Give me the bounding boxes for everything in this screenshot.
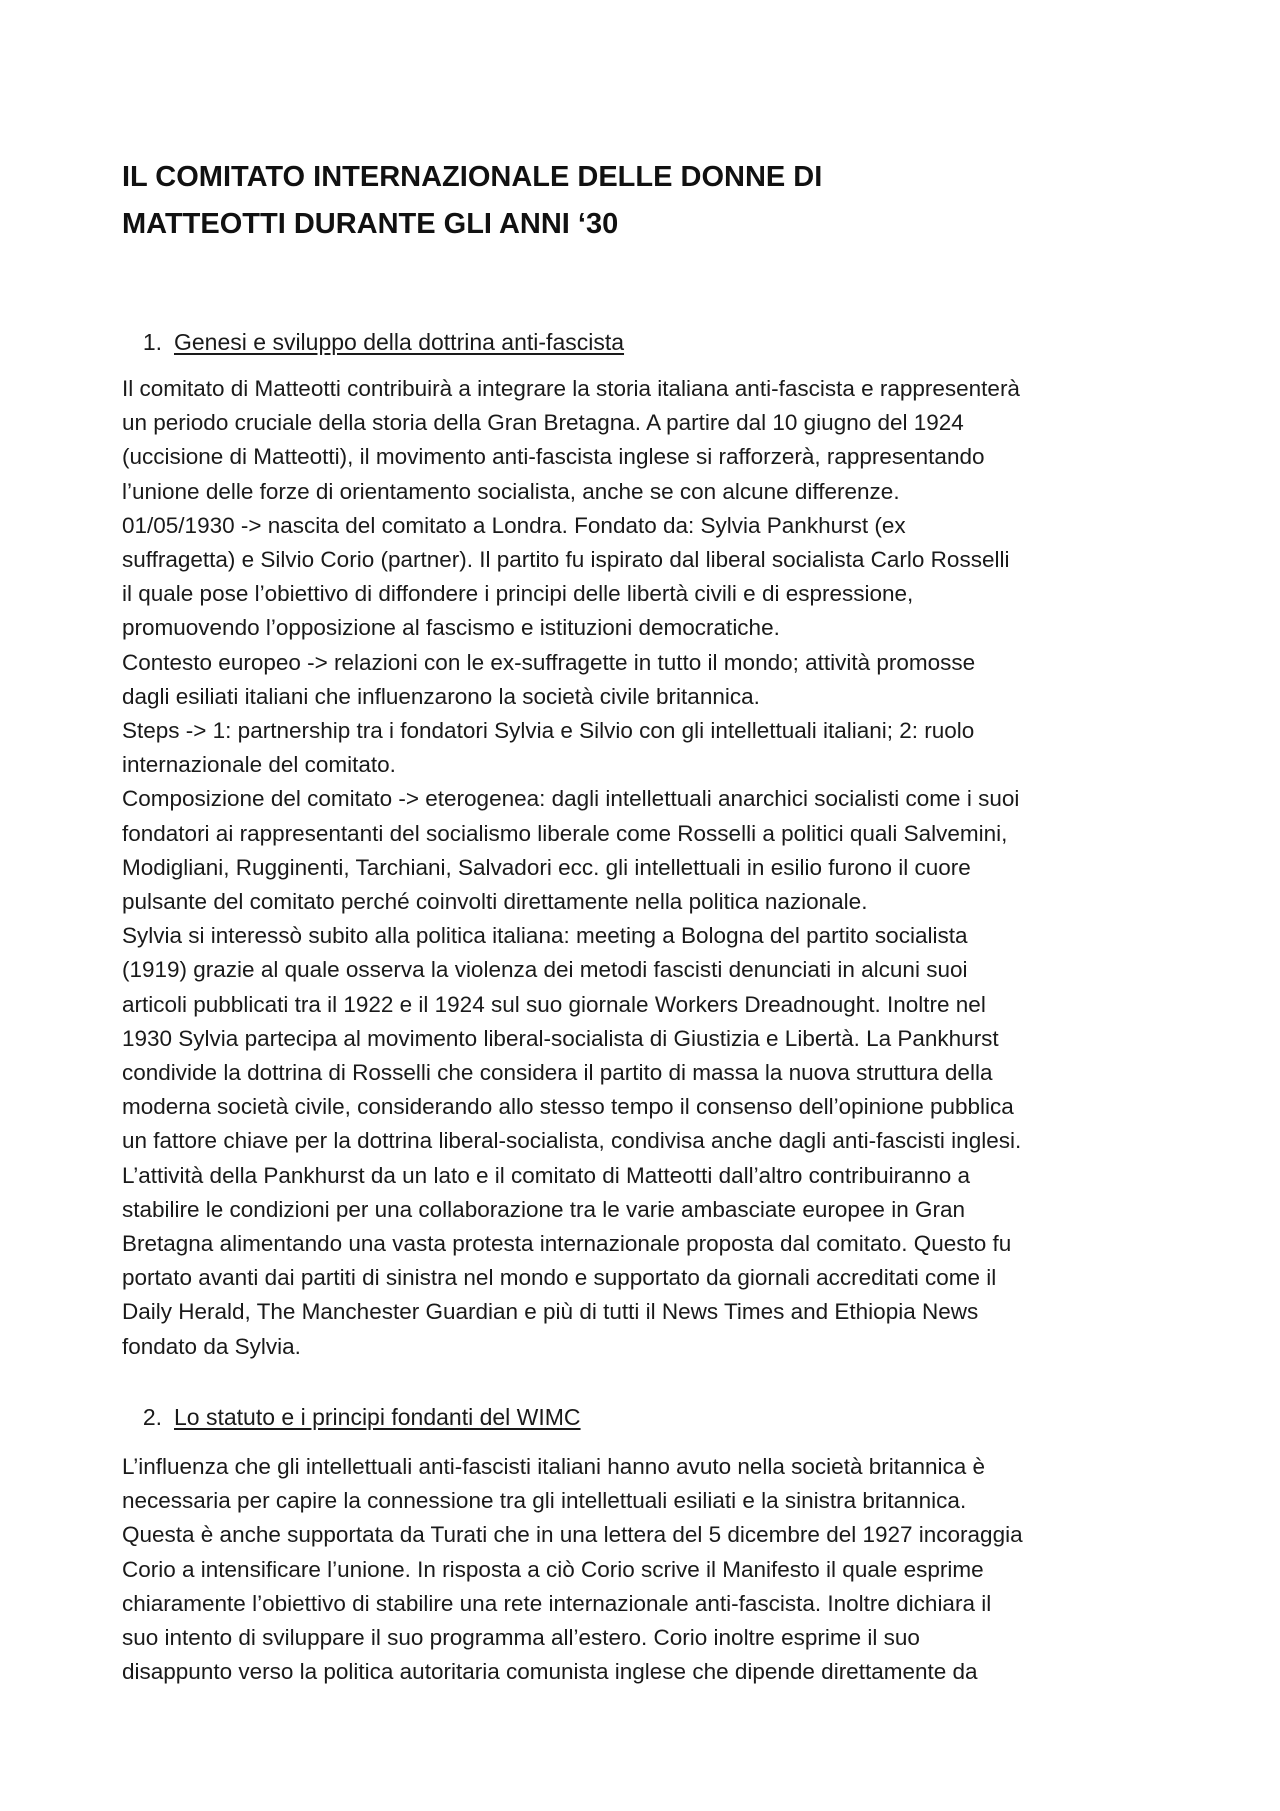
body-line: necessaria per capire la connessione tra gli intellettuali esiliati e la sinistra britannica. [122, 1488, 967, 1514]
body-line: moderna società civile, considerando allo stesso tempo il consenso dell’opinione pubblica [122, 1094, 1014, 1120]
body-line: disappunto verso la politica autoritaria comunista inglese che dipende direttamente da [122, 1659, 978, 1685]
body-line: Composizione del comitato -> eterogenea: dagli intellettuali anarchici socialisti come i suoi [122, 786, 1020, 812]
section-2-number: 2. [142, 1404, 162, 1430]
body-line: dagli esiliati italiani che influenzarono la società civile britannica. [122, 683, 760, 709]
body-line: L’influenza che gli intellettuali anti-fascisti italiani hanno avuto nella società britannica è [122, 1454, 986, 1479]
section-1-body [122, 372, 1172, 1364]
body-line: 01/05/1930 -> nascita del comitato a Londra. Fondato da: Sylvia Pankhurst (ex [122, 512, 906, 538]
body-line: 1930 Sylvia partecipa al movimento liberal-socialista di Giustizia e Libertà. La Pankhurst [122, 1025, 999, 1051]
body-line: Modigliani, Rugginenti, Tarchiani, Salvadori ecc. gli intellettuali in esilio furono il cuore [122, 854, 971, 880]
body-line: Contesto europeo -> relazioni con le ex-suffragette in tutto il mondo; attività promosse [122, 649, 976, 675]
body-line: chiaramente l’obiettivo di stabilire una rete internazionale anti-fascista. Inoltre dichiara il [122, 1590, 992, 1616]
body-line: Daily Herald, The Manchester Guardian e più di tutti il News Times and Ethiopia News [122, 1299, 979, 1325]
body-line: pulsante del comitato perché coinvolti direttamente nella politica nazionale. [122, 889, 868, 915]
body-line: Sylvia si interessò subito alla politica italiana: meeting a Bologna del partito socialista [122, 923, 968, 949]
body-line: Il comitato di Matteotti contribuirà a integrare la storia italiana anti-fascista e rappresenterà [122, 376, 1020, 401]
title-line: IL COMITATO INTERNAZIONALE DELLE DONNE DI [122, 161, 823, 193]
body-line: il quale pose l’obiettivo di diffondere i principi delle libertà civili e di espressione, [122, 581, 914, 607]
body-line: Corio a intensificare l’unione. In risposta a ciò Corio scrive il Manifesto il quale esprime [122, 1556, 984, 1582]
body-line: condivide la dottrina di Rosselli che considera il partito di massa la nuova struttura della [122, 1060, 993, 1086]
body-line: internazionale del comitato. [122, 752, 396, 778]
document-title [122, 154, 1172, 248]
section-2-heading [122, 1402, 1172, 1432]
section-2-title: Lo statuto e i principi fondanti del WIMC [174, 1404, 581, 1430]
body-line: (uccisione di Matteotti), il movimento anti-fascista inglese si rafforzerà, rappresentando [122, 444, 985, 470]
body-line: articoli pubblicati tra il 1922 e il 1924 sul suo giornale Workers Dreadnought. Inoltre nel [122, 991, 986, 1017]
body-line: stabilire le condizioni per una collaborazione tra le varie ambasciate europee in Gran [122, 1196, 965, 1222]
body-line: (1919) grazie al quale osserva la violenza dei metodi fascisti denunciati in alcuni suoi [122, 957, 968, 983]
body-line: fondato da Sylvia. [122, 1333, 301, 1359]
section-2-body [122, 1450, 1172, 1689]
section-1-title: Genesi e sviluppo della dottrina anti-fascista [174, 329, 625, 355]
section-1-heading [122, 327, 1172, 357]
title-line: MATTEOTTI DURANTE GLI ANNI ‘30 [122, 208, 619, 240]
section-1-number: 1. [142, 329, 162, 355]
body-line: L’attività della Pankhurst da un lato e il comitato di Matteotti dall’altro contribuiranno a [122, 1162, 970, 1188]
body-line: suo intento di sviluppare il suo programma all’estero. Corio inoltre esprime il suo [122, 1625, 920, 1651]
body-line: l’unione delle forze di orientamento socialista, anche se con alcune differenze. [122, 478, 900, 504]
body-line: Questa è anche supportata da Turati che in una lettera del 5 dicembre del 1927 incoraggia [122, 1522, 1023, 1548]
body-line: promuovendo l’opposizione al fascismo e istituzioni democratiche. [122, 615, 780, 641]
body-line: Bretagna alimentando una vasta protesta internazionale proposta dal comitato. Questo fu [122, 1231, 1012, 1257]
body-line: fondatori ai rappresentanti del socialismo liberale come Rosselli a politici quali Salvemini, [122, 820, 1008, 846]
body-line: Steps -> 1: partnership tra i fondatori Sylvia e Silvio con gli intellettuali italiani; 2: ruolo [122, 718, 975, 744]
body-line: un fattore chiave per la dottrina liberal-socialista, condivisa anche dagli anti-fascisti inglesi. [122, 1128, 1022, 1154]
body-line: un periodo cruciale della storia della Gran Bretagna. A partire dal 10 giugno del 1924 [122, 410, 964, 436]
body-line: suffragetta) e Silvio Corio (partner). Il partito fu ispirato dal liberal socialista Carlo Rosselli [122, 547, 1010, 573]
body-line: portato avanti dai partiti di sinistra nel mondo e supportato da giornali accreditati come il [122, 1265, 997, 1291]
